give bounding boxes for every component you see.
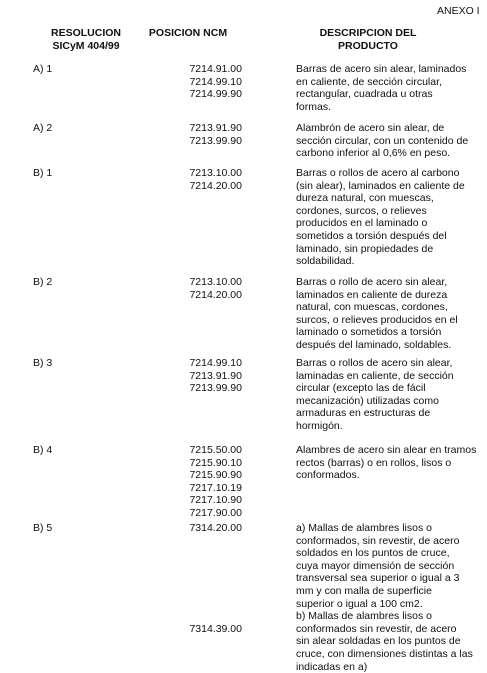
ncm-code: 7215.50.00 [189,444,242,456]
ncm-cell [150,522,242,635]
descripcion-line: circular (excepto las de fácil [296,382,426,395]
descripcion-line: rectangular, cuadrada u otras [296,88,433,101]
descripcion-line: conformados sin revestir, de acero [296,622,457,635]
descripcion-line: mm y con malla de superficie [296,584,432,597]
header-resolucion-line1: RESOLUCION [50,27,121,39]
header-resolucion-line2: SICyM 404/99 [52,39,120,52]
header-descripcion [302,27,434,52]
ncm-code: 7214.99.10 [189,75,242,88]
ncm-code [150,560,242,573]
descripcion-line: armaduras en estructuras de [296,407,431,420]
descripcion-line: laminados en caliente de dureza [296,288,448,301]
descripcion-line: sometidos a torsión después del [296,229,447,242]
ncm-code: 7217.10.19 [189,481,242,494]
resolucion-cell: B) 1 [33,167,53,179]
header-resolucion [40,27,132,52]
ncm-code: 7214.99.10 [189,357,242,369]
ncm-cell [150,444,242,520]
descripcion-line: (sin alear), laminados en caliente de [296,179,465,192]
descripcion-line: Barras o rollos de acero sin alear, [296,357,453,369]
descripcion-line: natural, con muescas, cordones, [296,301,448,314]
descripcion-line: dureza natural, con muescas, [296,192,434,205]
ncm-code: 7213.91.90 [189,122,242,134]
descripcion-line: cordones, surcos, o relieves [296,204,427,217]
ncm-code: 7213.99.90 [189,134,242,147]
descripcion-line: Alambres de acero sin alear en tramos [296,444,477,456]
resolucion-cell: B) 2 [33,276,53,288]
ncm-code: 7213.10.00 [189,167,242,179]
ncm-cell [150,276,242,301]
descripcion-cell [296,522,476,673]
ncm-cell [150,122,242,147]
ncm-code: 7215.90.90 [189,469,242,482]
descripcion-line: después del laminado, soldables. [296,338,452,351]
descripcion-line: carbono inferior al 0,6% en peso. [296,147,451,160]
descripcion-line: hormigón. [296,419,343,432]
resolucion-cell: B) 4 [33,444,53,456]
header-posicion-ncm: POSICION NCM [148,27,228,39]
descripcion-line: producidos en el laminado o [296,217,428,230]
descripcion-line: sin alear soldadas en los puntos de [296,635,461,648]
descripcion-line: laminado, sin propiedades de [296,242,434,255]
descripcion-line: laminado o sometidos a torsión [296,326,442,339]
descripcion-line: b) Mallas de alambres lisos o [296,610,432,623]
descripcion-cell [296,357,476,433]
ncm-code [150,598,242,611]
descripcion-line: laminadas en caliente, de sección [296,369,454,382]
header-descripcion-line2: PRODUCTO [338,39,398,52]
ncm-cell [150,357,242,395]
descripcion-cell [296,444,476,482]
resolucion-cell: B) 3 [33,357,53,369]
descripcion-line: a) Mallas de alambres lisos o [296,522,432,534]
resolucion-cell: B) 5 [33,522,53,534]
ncm-code: 7314.20.00 [189,522,242,534]
descripcion-line: mecanización) utilizadas como [296,394,439,407]
descripcion-line: Barras o rollo de acero sin alear, [296,276,448,288]
descripcion-line: sección circular, con un contenido de [296,134,469,147]
ncm-code: 7314.39.00 [189,622,242,635]
descripcion-line: Alambrón de acero sin alear, de [296,122,445,134]
ncm-code: 7217.10.90 [189,494,242,507]
ncm-cell [150,63,242,101]
descripcion-cell [296,276,476,352]
ncm-code [150,535,242,548]
ncm-code: 7213.99.90 [189,382,242,395]
descripcion-line: conformados. [296,469,360,482]
descripcion-line: formas. [296,100,332,113]
descripcion-line: en caliente, de sección circular, [296,75,442,88]
descripcion-line: Barras de acero sin alear, laminados [296,63,467,75]
descripcion-line: surcos, o relieves producidos en el [296,313,458,326]
ncm-code [150,610,242,623]
ncm-code: 7215.90.10 [189,456,242,469]
descripcion-line: superior o igual a 100 cm2. [296,597,423,610]
descripcion-line: soldados en los puntos de cruce, [296,547,450,560]
descripcion-line: conformados, sin revestir, de acero [296,534,460,547]
resolucion-cell: A) 1 [33,63,53,75]
descripcion-cell [296,167,476,268]
resolucion-cell: A) 2 [33,122,53,134]
ncm-code [150,572,242,585]
descripcion-line: rectos (barras) o en rollos, lisos o [296,456,452,469]
ncm-code: 7213.10.00 [189,276,242,288]
ncm-code: 7214.20.00 [189,179,242,192]
ncm-code [150,585,242,598]
descripcion-line: soldabilidad. [296,255,355,268]
ncm-cell [150,167,242,192]
ncm-code: 7213.91.90 [189,369,242,382]
ncm-code: 7214.99.90 [189,88,242,101]
descripcion-line: transversal sea superior o igual a 3 [296,572,460,585]
ncm-code [150,547,242,560]
ncm-code: 7214.91.00 [189,63,242,75]
ncm-code: 7214.20.00 [189,288,242,301]
descripcion-cell [296,63,476,113]
descripcion-line: indicadas en a) [296,660,368,673]
descripcion-line: cuya mayor dimensión de sección [296,559,455,572]
descripcion-cell [296,122,476,160]
descripcion-line: Barras o rollos de acero al carbono [296,167,460,179]
header-descripcion-line1: DESCRIPCION DEL [319,27,417,39]
descripcion-line: cruce, con dimensiones distintas a las [296,647,473,660]
annex-label: ANEXO I [437,5,480,17]
ncm-code: 7217.90.00 [189,506,242,519]
